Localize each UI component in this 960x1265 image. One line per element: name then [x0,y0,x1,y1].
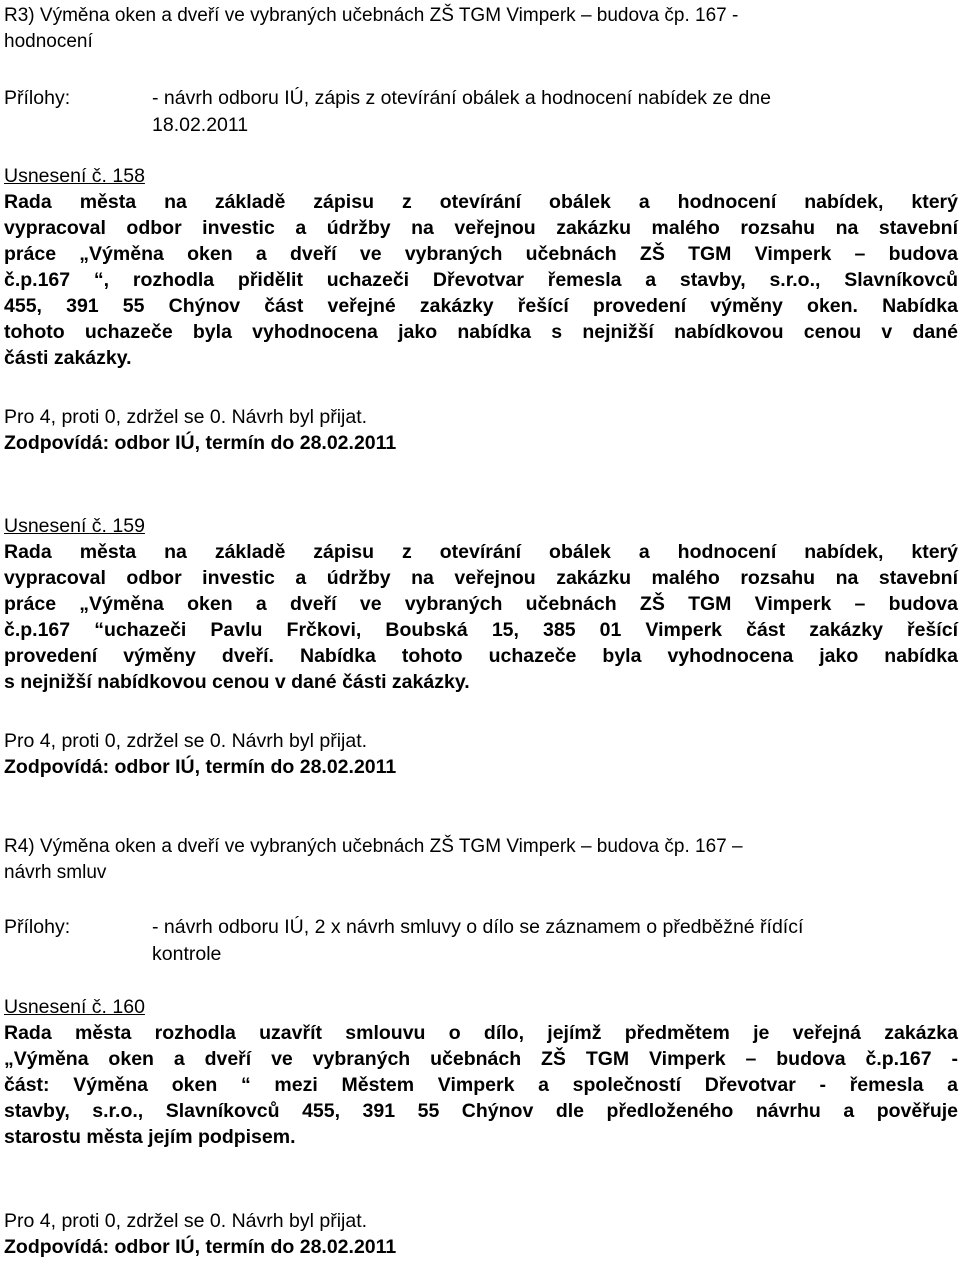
vote-160 [4,1208,958,1260]
resolution-159 [4,513,958,695]
section-title: R4) Výměna oken a dveří ve vybraných učebnách ZŠ TGM Vimperk – budova čp. 167 – [4,836,743,857]
body-line: práce „Výměna oken a dveří ve vybraných učebnách ZŠ TGM Vimperk – budova [4,243,958,265]
body-line: č.p.167 “uchazeči Pavlu Frčkovi, Boubská 15, 385 01 Vimperk část zakázky řešící [4,619,958,641]
attachments-label: Přílohy: [4,916,71,938]
attachments-text: kontrole [152,943,222,965]
resolution-158 [4,163,958,371]
section-r3 [4,3,958,55]
body-line: práce „Výměna oken a dveří ve vybraných učebnách ZŠ TGM Vimperk – budova [4,593,958,615]
vote-result: Pro 4, proti 0, zdržel se 0. Návrh byl přijat. [4,406,368,428]
responsible: Zodpovídá: odbor IÚ, termín do 28.02.2011 [4,1236,397,1258]
vote-158 [4,404,958,456]
section-title: návrh smluv [4,862,107,883]
attachments-text: - návrh odboru IÚ, zápis z otevírání obálek a hodnocení nabídek ze dne [152,87,771,109]
body-line: Rada města rozhodla uzavřít smlouvu o dílo, jejímž předmětem je veřejná zakázka [4,1022,958,1044]
section-r4 [4,834,958,886]
responsible: Zodpovídá: odbor IÚ, termín do 28.02.2011 [4,756,397,778]
body-line: č.p.167 “, rozhodla přidělit uchazeči Dřevotvar řemesla a stavby, s.r.o., Slavníkovců [4,269,958,291]
vote-result: Pro 4, proti 0, zdržel se 0. Návrh byl přijat. [4,1210,368,1232]
body-line: část: Výměna oken “ mezi Městem Vimperk a společností Dřevotvar - řemesla a [4,1074,958,1096]
resolution-160 [4,994,958,1150]
attachments-label: Přílohy: [4,87,71,109]
section-title: R3) Výměna oken a dveří ve vybraných učebnách ZŠ TGM Vimperk – budova čp. 167 - [4,5,739,26]
body-line: tohoto uchazeče byla vyhodnocena jako nabídka s nejnižší nabídkovou cenou v dané [4,321,958,343]
body-line: vypracoval odbor investic a údržby na veřejnou zakázku malého rozsahu na stavební [4,567,958,589]
responsible: Zodpovídá: odbor IÚ, termín do 28.02.2011 [4,432,397,454]
body-line: starostu města jejím podpisem. [4,1126,296,1148]
resolution-body [4,539,958,695]
vote-result: Pro 4, proti 0, zdržel se 0. Návrh byl přijat. [4,730,368,752]
resolution-body [4,189,958,371]
body-line: provedení výměny dveří. Nabídka tohoto uchazeče byla vyhodnocena jako nabídka [4,645,958,667]
body-line: Rada města na základě zápisu z otevírání obálek a hodnocení nabídek, který [4,191,958,213]
resolution-heading: Usnesení č. 159 [4,515,145,537]
resolution-heading: Usnesení č. 158 [4,165,145,187]
body-line: stavby, s.r.o., Slavníkovců 455, 391 55 Chýnov dle předloženého návrhu a pověřuje [4,1100,958,1122]
body-line: části zakázky. [4,347,132,369]
body-line: „Výměna oken a dveří ve vybraných učebnách ZŠ TGM Vimperk – budova č.p.167 - [4,1048,958,1070]
body-line: vypracoval odbor investic a údržby na veřejnou zakázku malého rozsahu na stavební [4,217,958,239]
resolution-body [4,1020,958,1150]
body-line: Rada města na základě zápisu z otevírání obálek a hodnocení nabídek, který [4,541,958,563]
resolution-heading: Usnesení č. 160 [4,996,145,1018]
attachments-text: - návrh odboru IÚ, 2 x návrh smluvy o dílo se záznamem o předběžné řídící [152,916,804,938]
vote-159 [4,728,958,780]
body-line: s nejnižší nabídkovou cenou v dané části zakázky. [4,671,470,693]
body-line: 455, 391 55 Chýnov část veřejné zakázky řešící provedení výměny oken. Nabídka [4,295,958,317]
attachments-text: 18.02.2011 [152,114,249,136]
section-title: hodnocení [4,31,93,52]
